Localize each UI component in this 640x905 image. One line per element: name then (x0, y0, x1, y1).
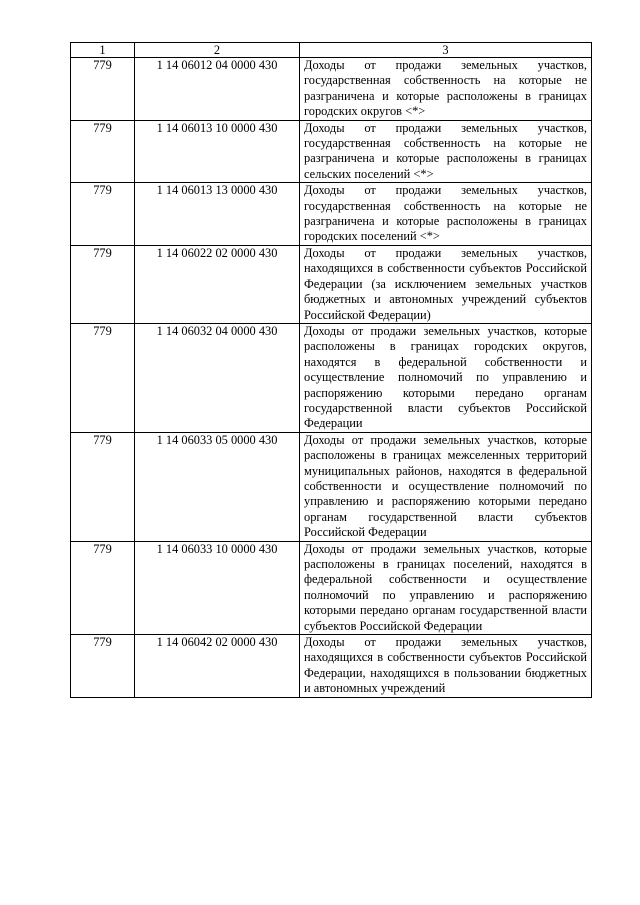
table-row (71, 541, 592, 634)
table-row (71, 183, 592, 246)
budget-code-cell: 1 14 06012 04 0000 430 (135, 58, 300, 121)
description-cell: Доходы от продажи земельных участков, государственная собственность на которые не разграничена и которые расположены в границах городских поселений <*> (300, 183, 592, 246)
column-header-1: 1 (71, 43, 135, 58)
budget-code-cell: 1 14 06013 13 0000 430 (135, 183, 300, 246)
description-cell: Доходы от продажи земельных участков, находящихся в собственности субъектов Российской Федерации, находящихся в пользовании бюджетных и автономных учреждений (300, 635, 592, 698)
description-cell: Доходы от продажи земельных участков, государственная собственность на которые не разграничена и которые расположены в границах городских округов <*> (300, 58, 592, 121)
table-row (71, 120, 592, 183)
budget-code-cell: 1 14 06022 02 0000 430 (135, 245, 300, 323)
column-header-3: 3 (300, 43, 592, 58)
description-cell: Доходы от продажи земельных участков, которые расположены в границах межселенных территорий муниципальных районов, находятся в федеральной собственности и осуществление полномочий по управлению и распоряжению которыми передано органам государственной власти субъектов Российской Федерации (300, 432, 592, 541)
table-row (71, 323, 592, 432)
admin-code-cell: 779 (71, 635, 135, 698)
description-cell: Доходы от продажи земельных участков, находящихся в собственности субъектов Российской Федерации (за исключением земельных участков бюджетных и автономных учреждений субъектов Российской Федерации) (300, 245, 592, 323)
budget-code-cell: 1 14 06032 04 0000 430 (135, 323, 300, 432)
admin-code-cell: 779 (71, 120, 135, 183)
budget-code-cell: 1 14 06013 10 0000 430 (135, 120, 300, 183)
revenue-codes-table (70, 42, 592, 698)
column-header-2: 2 (135, 43, 300, 58)
admin-code-cell: 779 (71, 323, 135, 432)
description-cell: Доходы от продажи земельных участков, которые расположены в границах поселений, находятся в федеральной собственности и осуществление полномочий по управлению и распоряжению которыми передано органам государственной власти субъектов Российской Федерации (300, 541, 592, 634)
admin-code-cell: 779 (71, 58, 135, 121)
description-cell: Доходы от продажи земельных участков, государственная собственность на которые не разграничена и которые расположены в границах сельских поселений <*> (300, 120, 592, 183)
description-cell: Доходы от продажи земельных участков, которые расположены в границах городских округов, находятся в федеральной собственности и осуществление полномочий по управлению и распоряжению которыми передано органам государственной власти субъектов Российской Федерации (300, 323, 592, 432)
admin-code-cell: 779 (71, 245, 135, 323)
admin-code-cell: 779 (71, 183, 135, 246)
table-header-row (71, 43, 592, 58)
budget-code-cell: 1 14 06042 02 0000 430 (135, 635, 300, 698)
table-row (71, 432, 592, 541)
budget-code-cell: 1 14 06033 10 0000 430 (135, 541, 300, 634)
table-row (71, 245, 592, 323)
table-body (71, 43, 592, 698)
budget-code-cell: 1 14 06033 05 0000 430 (135, 432, 300, 541)
admin-code-cell: 779 (71, 432, 135, 541)
table-row (71, 58, 592, 121)
admin-code-cell: 779 (71, 541, 135, 634)
table-row (71, 635, 592, 698)
